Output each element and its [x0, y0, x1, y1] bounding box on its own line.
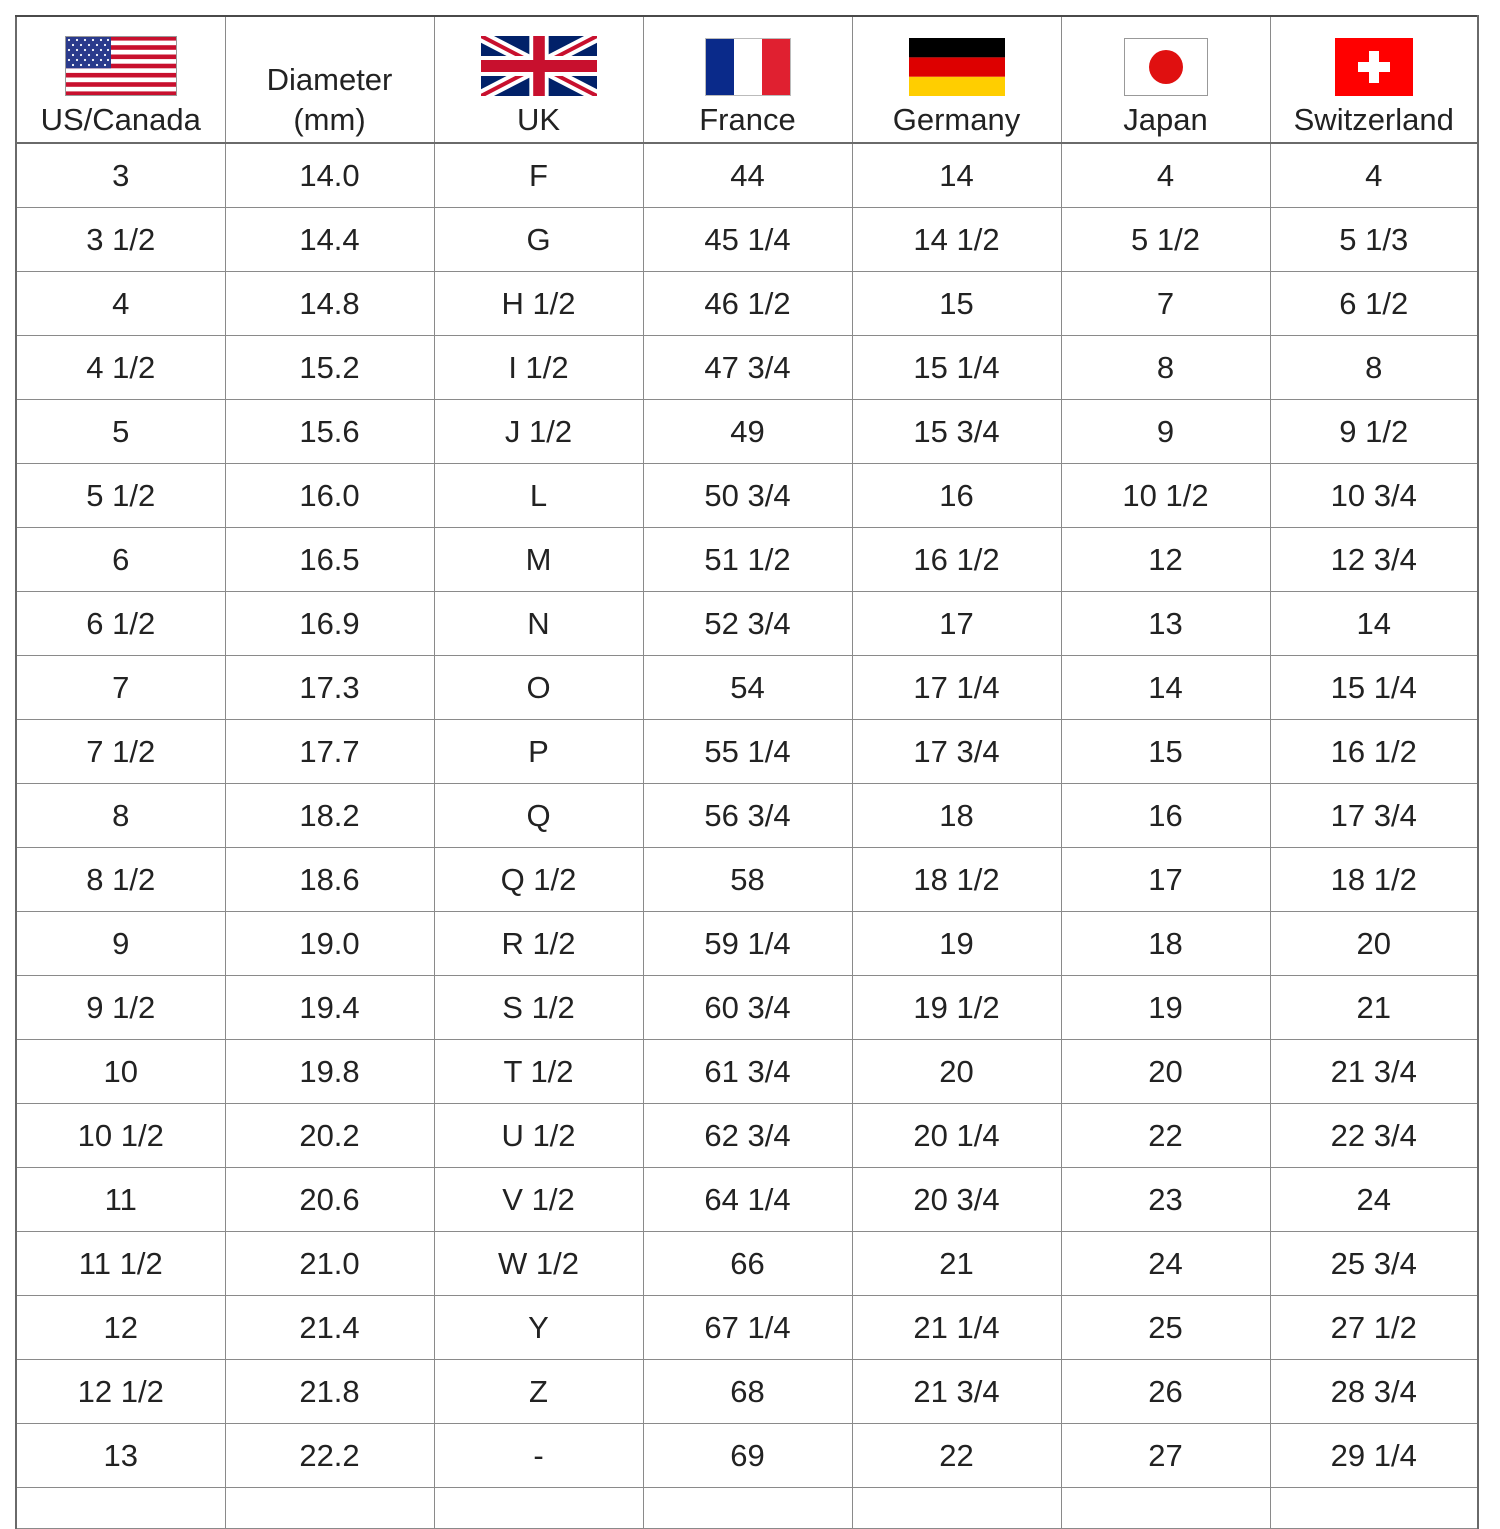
- cell-uk: J 1/2: [434, 400, 643, 464]
- cell-diameter-mm: 14.0: [225, 143, 434, 208]
- japan-flag-icon: [1124, 38, 1208, 96]
- cell-diameter-mm: 19.0: [225, 912, 434, 976]
- table-row: [16, 720, 1478, 784]
- cell-uk: P: [434, 720, 643, 784]
- cell-switzerland: 12 3/4: [1270, 528, 1478, 592]
- cell-us-canada: 9 1/2: [16, 976, 225, 1040]
- cell-japan: 14: [1061, 656, 1270, 720]
- cell-germany: 20 3/4: [852, 1168, 1061, 1232]
- cell-diameter-mm: 18.6: [225, 848, 434, 912]
- cell-uk: Q 1/2: [434, 848, 643, 912]
- cell-japan: 24: [1061, 1232, 1270, 1296]
- header-germany: [852, 16, 1061, 143]
- cell-germany: 14: [852, 143, 1061, 208]
- us-flag-icon: [65, 36, 177, 96]
- cell-france: 68: [643, 1360, 852, 1424]
- cell-us-canada: 8: [16, 784, 225, 848]
- cell-diameter-mm: 17.7: [225, 720, 434, 784]
- table-row: [16, 208, 1478, 272]
- cell-diameter-mm: 16.9: [225, 592, 434, 656]
- cell-switzerland: 21 3/4: [1270, 1040, 1478, 1104]
- cell-switzerland: 24: [1270, 1168, 1478, 1232]
- cell-germany: 15 3/4: [852, 400, 1061, 464]
- table-row: [16, 1104, 1478, 1168]
- cell-japan: 5 1/2: [1061, 208, 1270, 272]
- cell-diameter-mm: 17.3: [225, 656, 434, 720]
- cell-switzerland: 18 1/2: [1270, 848, 1478, 912]
- cell-diameter-mm: 15.6: [225, 400, 434, 464]
- switzerland-flag-icon: [1335, 38, 1413, 96]
- cell-switzerland: 5 1/3: [1270, 208, 1478, 272]
- cell-uk: N: [434, 592, 643, 656]
- cell-france: 49: [643, 400, 852, 464]
- cell-japan: 16: [1061, 784, 1270, 848]
- cell-empty: [852, 1488, 1061, 1529]
- table-row: [16, 1168, 1478, 1232]
- cell-germany: 18: [852, 784, 1061, 848]
- cell-japan: 10 1/2: [1061, 464, 1270, 528]
- cell-germany: 19 1/2: [852, 976, 1061, 1040]
- cell-diameter-mm: 18.2: [225, 784, 434, 848]
- cell-switzerland: 28 3/4: [1270, 1360, 1478, 1424]
- header-label-japan: Japan: [1123, 102, 1208, 137]
- cell-diameter-mm: 14.8: [225, 272, 434, 336]
- cell-switzerland: 4: [1270, 143, 1478, 208]
- cell-uk: T 1/2: [434, 1040, 643, 1104]
- cell-switzerland: 14: [1270, 592, 1478, 656]
- cell-us-canada: 12: [16, 1296, 225, 1360]
- table-row: [16, 143, 1478, 208]
- cell-germany: 22: [852, 1424, 1061, 1488]
- header-france: [643, 16, 852, 143]
- cell-empty: [1061, 1488, 1270, 1529]
- header-label-switzerland: Switzerland: [1293, 102, 1454, 137]
- cell-us-canada: 4 1/2: [16, 336, 225, 400]
- cell-diameter-mm: 16.5: [225, 528, 434, 592]
- cell-switzerland: 8: [1270, 336, 1478, 400]
- table-row: [16, 1232, 1478, 1296]
- cell-france: 45 1/4: [643, 208, 852, 272]
- cell-germany: 21 1/4: [852, 1296, 1061, 1360]
- cell-france: 55 1/4: [643, 720, 852, 784]
- uk-flag-icon: [481, 36, 597, 96]
- cell-diameter-mm: 20.2: [225, 1104, 434, 1168]
- cell-germany: 21: [852, 1232, 1061, 1296]
- cell-japan: 20: [1061, 1040, 1270, 1104]
- cell-switzerland: 15 1/4: [1270, 656, 1478, 720]
- table-row: [16, 976, 1478, 1040]
- table-row: [16, 528, 1478, 592]
- header-label-uk: UK: [516, 102, 561, 137]
- cell-france: 44: [643, 143, 852, 208]
- cell-uk: M: [434, 528, 643, 592]
- cell-uk: S 1/2: [434, 976, 643, 1040]
- cell-france: 62 3/4: [643, 1104, 852, 1168]
- cell-us-canada: 6: [16, 528, 225, 592]
- cell-uk: U 1/2: [434, 1104, 643, 1168]
- cell-us-canada: 11 1/2: [16, 1232, 225, 1296]
- cell-germany: 17: [852, 592, 1061, 656]
- cell-switzerland: 6 1/2: [1270, 272, 1478, 336]
- cell-us-canada: 9: [16, 912, 225, 976]
- table-row: [16, 784, 1478, 848]
- cell-france: 58: [643, 848, 852, 912]
- cell-germany: 17 1/4: [852, 656, 1061, 720]
- cell-france: 60 3/4: [643, 976, 852, 1040]
- cell-diameter-mm: 16.0: [225, 464, 434, 528]
- cell-uk: Y: [434, 1296, 643, 1360]
- cell-empty: [1270, 1488, 1478, 1529]
- cell-france: 50 3/4: [643, 464, 852, 528]
- cell-diameter-mm: 21.4: [225, 1296, 434, 1360]
- cell-empty: [643, 1488, 852, 1529]
- cell-germany: 15 1/4: [852, 336, 1061, 400]
- germany-flag-icon: [909, 38, 1005, 96]
- table-row: [16, 400, 1478, 464]
- header-japan: [1061, 16, 1270, 143]
- cell-uk: H 1/2: [434, 272, 643, 336]
- cell-france: 67 1/4: [643, 1296, 852, 1360]
- france-flag-icon: [705, 38, 791, 96]
- header-label-france: France: [699, 102, 796, 137]
- cell-uk: G: [434, 208, 643, 272]
- table-row: [16, 592, 1478, 656]
- cell-uk: R 1/2: [434, 912, 643, 976]
- cell-japan: 25: [1061, 1296, 1270, 1360]
- cell-germany: 20 1/4: [852, 1104, 1061, 1168]
- cell-japan: 23: [1061, 1168, 1270, 1232]
- cell-france: 66: [643, 1232, 852, 1296]
- cell-switzerland: 16 1/2: [1270, 720, 1478, 784]
- cell-diameter-mm: 15.2: [225, 336, 434, 400]
- cell-uk: O: [434, 656, 643, 720]
- table-row: [16, 912, 1478, 976]
- cell-japan: 27: [1061, 1424, 1270, 1488]
- cell-diameter-mm: 20.6: [225, 1168, 434, 1232]
- cell-us-canada: 11: [16, 1168, 225, 1232]
- table-row-partial: [16, 1488, 1478, 1529]
- cell-uk: -: [434, 1424, 643, 1488]
- cell-japan: 15: [1061, 720, 1270, 784]
- header-label-diameter-line1: Diameter: [266, 62, 393, 97]
- cell-japan: 19: [1061, 976, 1270, 1040]
- cell-japan: 4: [1061, 143, 1270, 208]
- cell-uk: L: [434, 464, 643, 528]
- cell-us-canada: 3: [16, 143, 225, 208]
- cell-us-canada: 4: [16, 272, 225, 336]
- cell-us-canada: 7 1/2: [16, 720, 225, 784]
- cell-switzerland: 21: [1270, 976, 1478, 1040]
- cell-us-canada: 5 1/2: [16, 464, 225, 528]
- table-row: [16, 272, 1478, 336]
- table-row: [16, 1296, 1478, 1360]
- cell-us-canada: 13: [16, 1424, 225, 1488]
- cell-switzerland: 25 3/4: [1270, 1232, 1478, 1296]
- cell-us-canada: 10 1/2: [16, 1104, 225, 1168]
- cell-switzerland: 17 3/4: [1270, 784, 1478, 848]
- cell-us-canada: 10: [16, 1040, 225, 1104]
- cell-us-canada: 8 1/2: [16, 848, 225, 912]
- cell-germany: 15: [852, 272, 1061, 336]
- ring-size-table: [15, 15, 1479, 1529]
- cell-japan: 9: [1061, 400, 1270, 464]
- cell-us-canada: 5: [16, 400, 225, 464]
- header-label-germany: Germany: [892, 102, 1021, 137]
- header-row: [16, 16, 1478, 143]
- cell-diameter-mm: 14.4: [225, 208, 434, 272]
- table-row: [16, 1360, 1478, 1424]
- cell-us-canada: 12 1/2: [16, 1360, 225, 1424]
- cell-diameter-mm: 21.8: [225, 1360, 434, 1424]
- header-us-canada: [16, 16, 225, 143]
- header-label-us-canada: US/Canada: [40, 102, 201, 137]
- cell-switzerland: 9 1/2: [1270, 400, 1478, 464]
- cell-japan: 8: [1061, 336, 1270, 400]
- cell-switzerland: 22 3/4: [1270, 1104, 1478, 1168]
- cell-diameter-mm: 22.2: [225, 1424, 434, 1488]
- cell-france: 46 1/2: [643, 272, 852, 336]
- cell-germany: 19: [852, 912, 1061, 976]
- table-row: [16, 336, 1478, 400]
- cell-empty: [16, 1488, 225, 1529]
- cell-uk: W 1/2: [434, 1232, 643, 1296]
- cell-japan: 17: [1061, 848, 1270, 912]
- cell-japan: 13: [1061, 592, 1270, 656]
- cell-us-canada: 6 1/2: [16, 592, 225, 656]
- table-row: [16, 656, 1478, 720]
- table-row: [16, 848, 1478, 912]
- cell-france: 47 3/4: [643, 336, 852, 400]
- cell-france: 69: [643, 1424, 852, 1488]
- cell-japan: 26: [1061, 1360, 1270, 1424]
- cell-france: 61 3/4: [643, 1040, 852, 1104]
- cell-diameter-mm: 19.8: [225, 1040, 434, 1104]
- cell-diameter-mm: 19.4: [225, 976, 434, 1040]
- table-row: [16, 464, 1478, 528]
- cell-uk: Z: [434, 1360, 643, 1424]
- table-row: [16, 1424, 1478, 1488]
- header-diameter: [225, 16, 434, 143]
- cell-france: 64 1/4: [643, 1168, 852, 1232]
- cell-japan: 22: [1061, 1104, 1270, 1168]
- cell-switzerland: 27 1/2: [1270, 1296, 1478, 1360]
- cell-germany: 18 1/2: [852, 848, 1061, 912]
- header-switzerland: [1270, 16, 1478, 143]
- cell-uk: Q: [434, 784, 643, 848]
- cell-switzerland: 29 1/4: [1270, 1424, 1478, 1488]
- cell-uk: F: [434, 143, 643, 208]
- cell-uk: V 1/2: [434, 1168, 643, 1232]
- cell-germany: 14 1/2: [852, 208, 1061, 272]
- cell-empty: [434, 1488, 643, 1529]
- cell-japan: 18: [1061, 912, 1270, 976]
- cell-germany: 16: [852, 464, 1061, 528]
- cell-switzerland: 20: [1270, 912, 1478, 976]
- header-uk: [434, 16, 643, 143]
- cell-uk: I 1/2: [434, 336, 643, 400]
- cell-us-canada: 7: [16, 656, 225, 720]
- cell-japan: 7: [1061, 272, 1270, 336]
- cell-germany: 16 1/2: [852, 528, 1061, 592]
- cell-japan: 12: [1061, 528, 1270, 592]
- cell-france: 54: [643, 656, 852, 720]
- cell-france: 51 1/2: [643, 528, 852, 592]
- cell-france: 52 3/4: [643, 592, 852, 656]
- cell-germany: 20: [852, 1040, 1061, 1104]
- cell-france: 56 3/4: [643, 784, 852, 848]
- table-row: [16, 1040, 1478, 1104]
- cell-france: 59 1/4: [643, 912, 852, 976]
- cell-switzerland: 10 3/4: [1270, 464, 1478, 528]
- cell-germany: 17 3/4: [852, 720, 1061, 784]
- header-label-diameter-line2: (mm): [293, 102, 366, 137]
- cell-germany: 21 3/4: [852, 1360, 1061, 1424]
- cell-diameter-mm: 21.0: [225, 1232, 434, 1296]
- cell-empty: [225, 1488, 434, 1529]
- cell-us-canada: 3 1/2: [16, 208, 225, 272]
